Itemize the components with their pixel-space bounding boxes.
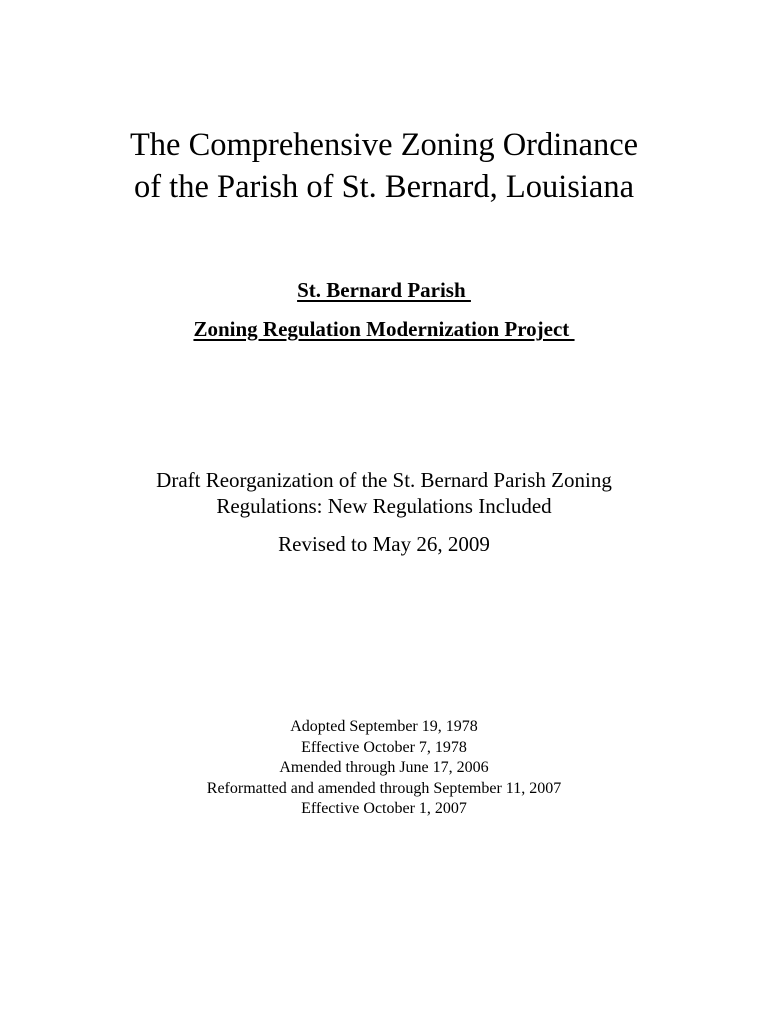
draft-description-line-1: Draft Reorganization of the St. Bernard Parish Zoning [156,468,612,492]
history-adopted: Adopted September 19, 1978 [290,718,478,735]
history-effective-1978: Effective October 7, 1978 [301,738,467,756]
history-effective-2007: Effective October 1, 2007 [301,800,467,817]
draft-description-line-2: Regulations: New Regulations Included [216,494,552,518]
history-reformatted: Reformatted and amended through September 11, 2007 [206,779,562,797]
project-heading: Zoning Regulation Modernization Project [193,317,575,341]
document-title-line-1: The Comprehensive Zoning Ordinance [129,127,639,163]
document-title-line-2: of the Parish of St. Bernard, Louisiana [133,169,635,205]
history-amended: Amended through June 17, 2006 [279,759,489,776]
revised-date: Revised to May 26, 2009 [278,532,490,556]
parish-heading: St. Bernard Parish [297,278,471,302]
